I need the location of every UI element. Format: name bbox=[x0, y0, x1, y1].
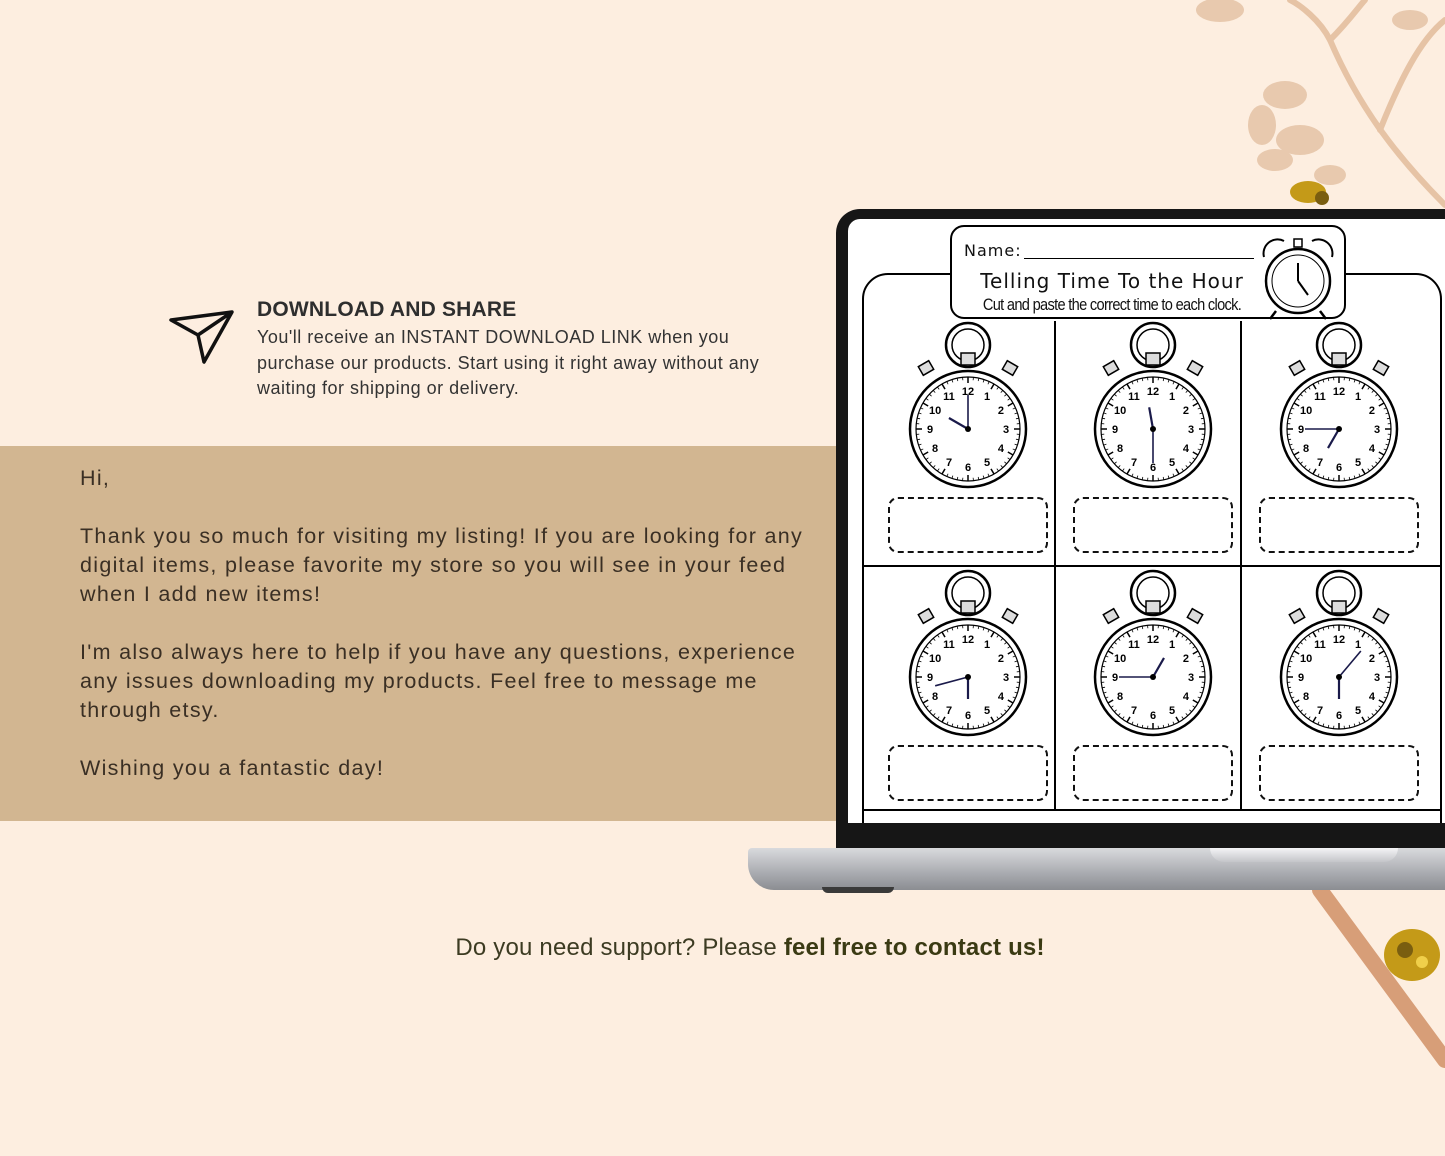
worksheet-title: Telling Time To the Hour bbox=[980, 269, 1244, 293]
answer-box bbox=[1073, 745, 1233, 801]
download-title: DOWNLOAD AND SHARE bbox=[257, 298, 517, 321]
clock-cell bbox=[868, 517, 1054, 765]
svg-text:8: 8 bbox=[1117, 691, 1124, 703]
svg-text:1: 1 bbox=[1354, 639, 1362, 652]
worksheet-preview bbox=[848, 219, 1445, 823]
contact-link[interactable]: feel free to contact us! bbox=[783, 934, 1045, 961]
message-band bbox=[0, 446, 840, 821]
svg-text:11: 11 bbox=[1314, 391, 1326, 404]
grid-divider bbox=[862, 809, 1442, 811]
name-label: Name: bbox=[964, 241, 1022, 260]
svg-text:2: 2 bbox=[1182, 405, 1189, 417]
svg-text:3: 3 bbox=[1002, 424, 1010, 436]
svg-text:8: 8 bbox=[1303, 691, 1310, 703]
svg-text:1: 1 bbox=[1354, 391, 1362, 404]
svg-text:11: 11 bbox=[1128, 391, 1140, 404]
svg-text:7: 7 bbox=[945, 704, 953, 717]
message-paragraph-2: I'm also always here to help if you have any questions, experience any issues downloading my products. Feel free to message me through etsy. bbox=[80, 640, 797, 722]
svg-text:3: 3 bbox=[1373, 424, 1381, 436]
svg-text:10: 10 bbox=[928, 405, 942, 417]
svg-text:6: 6 bbox=[964, 710, 972, 722]
branch-decoration bbox=[1290, 0, 1445, 205]
svg-text:8: 8 bbox=[1303, 443, 1310, 455]
svg-text:12: 12 bbox=[961, 634, 975, 646]
support-text: Do you need support? Please bbox=[455, 934, 784, 961]
message-paragraph-1: Thank you so much for visiting my listing! If you are looking for any digital items, please favorite my store so you will see in your feed when I add new items! bbox=[80, 524, 804, 606]
answer-box bbox=[1259, 745, 1419, 801]
clock-cell bbox=[1053, 269, 1239, 517]
svg-text:11: 11 bbox=[943, 391, 955, 404]
stopwatch-icon bbox=[1277, 569, 1401, 739]
clock-cell bbox=[1239, 269, 1425, 517]
name-line bbox=[1024, 258, 1254, 259]
svg-text:12: 12 bbox=[1332, 386, 1346, 398]
svg-text:2: 2 bbox=[997, 653, 1004, 665]
svg-text:12: 12 bbox=[1146, 634, 1160, 646]
svg-text:7: 7 bbox=[1316, 456, 1324, 469]
stopwatch-icon bbox=[1277, 321, 1401, 491]
svg-text:5: 5 bbox=[983, 704, 991, 717]
svg-text:6: 6 bbox=[1335, 462, 1343, 474]
svg-text:7: 7 bbox=[945, 456, 953, 469]
svg-text:4: 4 bbox=[1182, 691, 1189, 703]
clock-cell bbox=[1053, 517, 1239, 765]
svg-text:6: 6 bbox=[964, 462, 972, 474]
svg-text:10: 10 bbox=[928, 653, 942, 665]
message-closing: Wishing you a fantastic day! bbox=[80, 756, 385, 780]
svg-text:2: 2 bbox=[997, 405, 1004, 417]
svg-text:9: 9 bbox=[926, 424, 934, 436]
svg-text:4: 4 bbox=[997, 691, 1004, 703]
svg-text:2: 2 bbox=[1368, 405, 1375, 417]
svg-text:8: 8 bbox=[1117, 443, 1124, 455]
svg-text:7: 7 bbox=[1130, 704, 1138, 717]
svg-text:11: 11 bbox=[1314, 639, 1326, 652]
svg-text:9: 9 bbox=[1111, 424, 1119, 436]
svg-text:10: 10 bbox=[1113, 653, 1127, 665]
svg-text:4: 4 bbox=[1182, 443, 1189, 455]
svg-text:3: 3 bbox=[1002, 672, 1010, 684]
svg-text:12: 12 bbox=[1332, 634, 1346, 646]
clock-cell bbox=[1239, 517, 1425, 765]
laptop-foot bbox=[822, 887, 894, 893]
svg-text:1: 1 bbox=[983, 639, 991, 652]
support-line bbox=[0, 934, 1445, 962]
answer-box bbox=[888, 745, 1048, 801]
svg-text:4: 4 bbox=[997, 443, 1004, 455]
stopwatch-icon bbox=[1091, 569, 1215, 739]
svg-text:8: 8 bbox=[932, 691, 939, 703]
svg-text:10: 10 bbox=[1299, 653, 1313, 665]
svg-text:11: 11 bbox=[943, 639, 955, 652]
laptop-notch bbox=[1210, 848, 1398, 862]
svg-text:7: 7 bbox=[1130, 456, 1138, 469]
svg-text:2: 2 bbox=[1182, 653, 1189, 665]
svg-text:12: 12 bbox=[1146, 386, 1160, 398]
svg-text:3: 3 bbox=[1373, 672, 1381, 684]
stopwatch-icon bbox=[1091, 321, 1215, 491]
svg-text:5: 5 bbox=[983, 456, 991, 469]
svg-text:9: 9 bbox=[926, 672, 934, 684]
svg-text:3: 3 bbox=[1187, 672, 1195, 684]
svg-text:2: 2 bbox=[1368, 653, 1375, 665]
svg-text:1: 1 bbox=[1168, 391, 1176, 404]
svg-text:6: 6 bbox=[1335, 710, 1343, 722]
send-icon bbox=[168, 302, 236, 364]
svg-text:3: 3 bbox=[1187, 424, 1195, 436]
download-description: You'll receive an INSTANT DOWNLOAD LINK when you purchase our products. Start using it right away without any waiting for shipping or delivery. bbox=[257, 327, 760, 398]
svg-text:8: 8 bbox=[932, 443, 939, 455]
svg-text:10: 10 bbox=[1299, 405, 1313, 417]
svg-text:9: 9 bbox=[1111, 672, 1119, 684]
svg-text:1: 1 bbox=[1168, 639, 1176, 652]
svg-text:11: 11 bbox=[1128, 639, 1140, 652]
svg-text:6: 6 bbox=[1149, 710, 1157, 722]
svg-text:1: 1 bbox=[983, 391, 991, 404]
svg-text:7: 7 bbox=[1316, 704, 1324, 717]
svg-text:9: 9 bbox=[1297, 424, 1305, 436]
svg-text:5: 5 bbox=[1168, 704, 1176, 717]
svg-text:4: 4 bbox=[1368, 443, 1375, 455]
clock-cell bbox=[868, 269, 1054, 517]
svg-text:10: 10 bbox=[1113, 405, 1127, 417]
worksheet-subtitle: Cut and paste the correct time to each clock. bbox=[982, 295, 1242, 314]
svg-text:12: 12 bbox=[961, 386, 975, 398]
svg-text:6: 6 bbox=[1149, 462, 1157, 474]
stopwatch-icon bbox=[906, 569, 1030, 739]
stopwatch-icon bbox=[906, 321, 1030, 491]
svg-text:4: 4 bbox=[1368, 691, 1375, 703]
svg-text:5: 5 bbox=[1168, 456, 1176, 469]
svg-text:9: 9 bbox=[1297, 672, 1305, 684]
message-text bbox=[80, 464, 810, 812]
svg-text:5: 5 bbox=[1354, 456, 1362, 469]
svg-text:5: 5 bbox=[1354, 704, 1362, 717]
greeting: Hi, bbox=[80, 466, 111, 490]
